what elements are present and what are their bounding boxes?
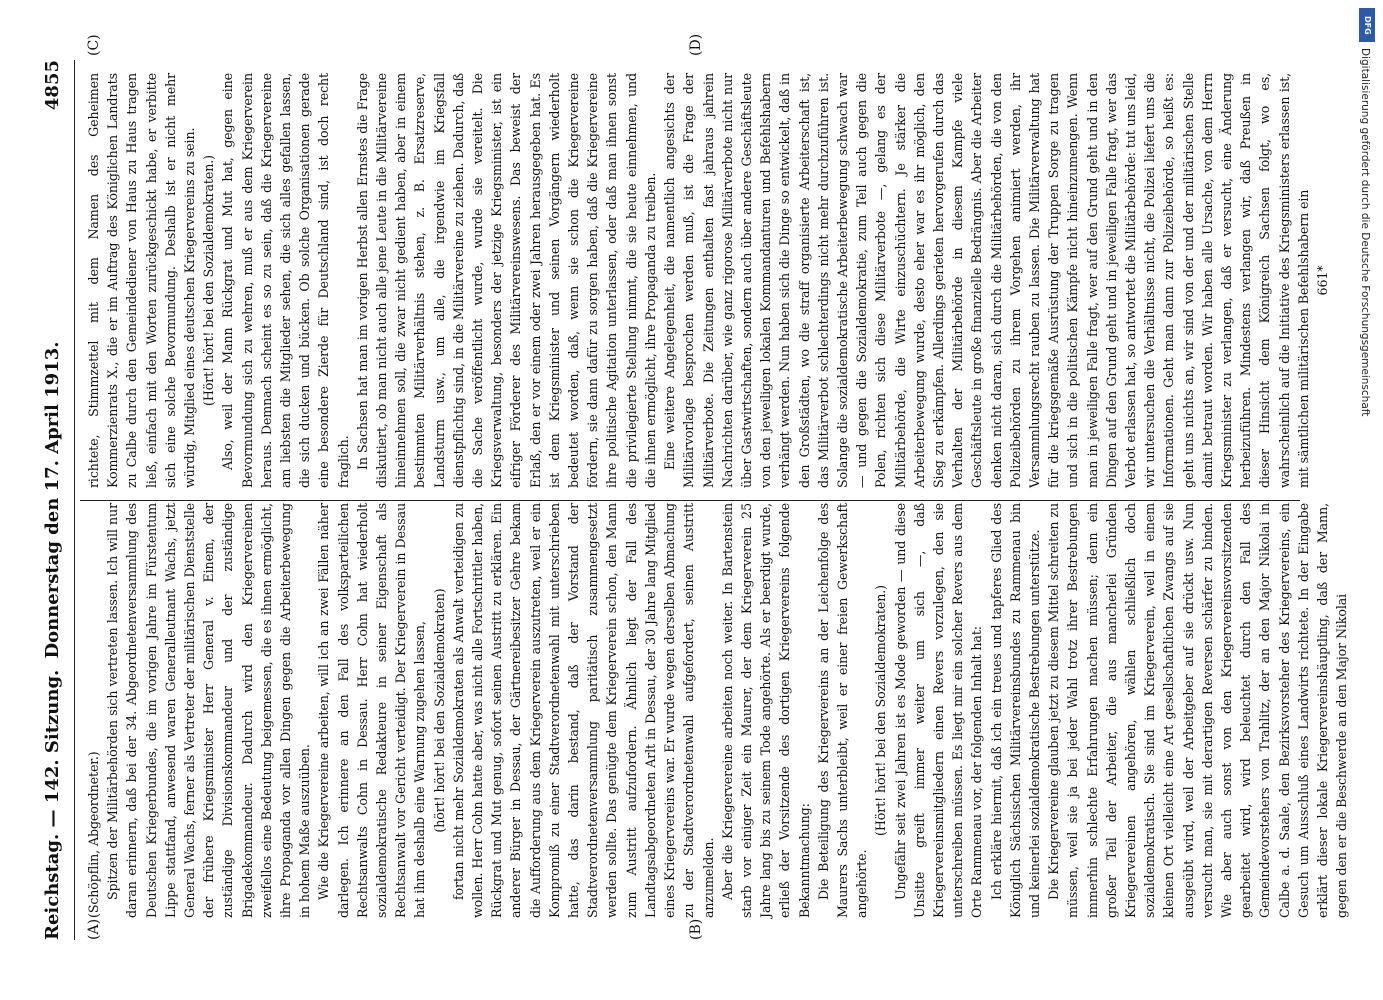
dfg-logo: DFG [1359, 8, 1375, 42]
column-rule [80, 500, 1300, 501]
margin-marker-c: (C) [86, 34, 102, 56]
right-column [84, 73, 1330, 488]
paragraph: (Hört! hört! bei den Sozialdemokraten.) [201, 155, 217, 406]
paragraph: Eine weitere Angelegenheit, die namentlich angesichts der Militärvorlage besprochen werden muß, ist die Frage der Militärverbote. Die Zeitungen enthalten fast jahraus jahrein Nachrichten darüber, wie ganz rigorose Militärverbote nicht nur über Gastwirtschaften, sondern auch über andere Geschäftsleute von den jeweiligen lokalen Kommandanturen und Befehlshabern verhängt werden. Nun haben sich die Dinge so entwickelt, daß in den Großstädten, wo die straff organisierte Arbeiterschaft ist, das Militärverbot schlechterdings nicht mehr durchzuführen ist. Solange die sozialdemokratische Arbeiterbewegung schwach war — und gegen die Sozialdemokratie, zum Teil auch gegen die Polen, richten sich diese Militärverbote —, gelang es der Militärbehörde, die Wirte einzuschüchtern. Je stärker die Arbeiterbewegung wurde, desto eher war es ihr möglich, den Sieg zu erkämpfen. Allerdings gerieten hervorgerufen durch das Verhalten der Militärbehörde in diesem Kampfe viele Geschäftsleute in große finanzielle Bedrängnis. Aber die Arbeiter denken nicht daran, sich durch die Militärbehörden, die von den Polizeibehörden zu ihrem Vorgehen animiert werden, ihr Versammlungsrecht rauben zu lassen. Die Militärverwaltung hat für die kriegsgemäße Ausrüstung der Truppen Sorge zu tragen und sich in die politischen Kämpfe nicht hineinzumengen. Wenn man in jeweiligen Falle fragt, wer auf den Grund geht und in den Dingen auf den Grund geht und in jeweiligen Falle fragt, wer das Verbot erlassen hat, so antwortet die Militärbehörde: tut uns leid, wir untersuchen die Verhältnisse nicht, die Polizei liefert uns die Informationen. Geht man dann zur Polizeibehörde, so heißt es: geht uns nichts an, wir sind von der und der militärischen Stelle damit betraut worden. Wir haben alle Ursache, von dem Herrn Kriegsminister zu verlangen, daß er versucht, eine Änderung herbeizuführen. Mindestens verlangen wir, daß Preußen in dieser Hinsicht dem Königreich Sachsen folgt, wo es, wahrscheinlich auf die Initiative des Kriegsministers erlassen ist, mit sämtlichen militärischen Befehlshabern ein [662, 73, 1311, 488]
paragraph: (Schöpflin, Abgeordneter.) [86, 751, 101, 918]
digitization-note [1357, 8, 1379, 708]
paragraph: In Sachsen hat man im vorigen Herbst allen Ernstes die Frage diskutiert, ob man nicht auch alle jene Leute in die Militärvereine hineinnehmen soll, die zwar nicht gedient haben, aber in einem bestimmten Militärverhältnis stehen, z. B. Ersatzreserve, Landsturm usw., um alle, die irgendwie im Kriegsfall dienstpflichtig sind, in die Militärvereine zu ziehen. Dadurch, daß die Sache veröffentlicht wurde, wurde sie vereitelt. Die Kriegsverwaltung, besonders der jetzige Kriegsminister, ist ein eifriger Förderer des Militärvereinswesens. Das beweist der Erlaß, den er vor einem oder zwei Jahren herausgegeben hat. Es ist dem Kriegsminister und seinen Vorgängern wiederholt bedeutet worden, daß, wenn sie schon die Kriegervereine fördern, sie dann dafür zu sorgen haben, daß die Kriegervereine ihre politische Agitation unterlassen, oder daß man ihnen sonst die privilegierte Stellung nimmt, die sie heute einnehmen, und die ihnen ermöglicht, ihre Propaganda zu treiben. [354, 73, 658, 488]
header-left: Reichstag. — 142. Sitzung. [42, 669, 63, 940]
digitization-text: Digitalisierung gefördert durch die Deutsche Forschungsgemeinschaft [1359, 48, 1371, 417]
margin-marker-b: (B) [688, 918, 704, 940]
paragraph: Wie die Kriegervereine arbeiten, will ich an zwei Fällen näher darlegen. Ich erinnere an den Fall des volksparteilichen Rechtsanwalts Cohn in Dessau. Herr Cohn hat wiederholt sozialdemokratische Redakteure in seiner Eigenschaft als Rechtsanwalt vor Gericht verteidigt. Der Kriegerverein in Dessau hat ihm deshalb eine Warnung zugehen lassen, [316, 503, 428, 918]
paragraph: Ich erkläre hiermit, daß ich ein treues und tapferes Glied des Königlich Sächsischen Militärvereinsbundes zu Rammenau bin und keinerlei sozialdemokratische Bestrebungen unterstütze. [988, 503, 1042, 918]
paragraph: Die Beteiligung des Kriegervereins an der Leichenfolge des Maurers Sachs unterbleibt, weil er einer freien Gewerkschaft angehörte. [815, 503, 870, 918]
header-rule [74, 60, 75, 940]
paragraph: fortan nicht mehr Sozialdemokraten als Anwalt verteidigen zu wollen. Herr Cohn hatte aber, was nicht alle Fortschrittler haben, Rückgrat und Mut genug, sofort seinen Austritt zu erklären. Ein anderer Bürger in Dessau, der Gärtnereibesitzer Gehre bekam die Aufforderung aus dem Kriegerverein auszutreten, weil er ein Kompromiß zu einer Stadtverordnetenwahl mit unterschrieben hatte, das darin bestand, daß der Vorstand der Stadtverordnetenversammlung paritätisch zusammengesetzt werden sollte. Das genügte dem Kriegerverein schon, den Mann zum Austritt aufzufordern. Ähnlich liegt der Fall des Landtagsabgeordneten Arlt in Dessau, der 30 Jahre lang Mitglied eines Kriegervereins war. Er wurde wegen derselben Abmachung zu der Stadtverordnetenwahl aufgefordert, seinen Austritt anzumelden. [450, 503, 716, 918]
paragraph: Aber die Kriegervereine arbeiten noch weiter. In Bartenstein starb vor einiger Zeit ein Maurer, der dem Kriegerverein 25 Jahre lang bis zu seinem Tode angehörte. Als er beerdigt wurde, erließ der Vorsitzende des dortigen Kriegervereins folgende Bekanntmachung: [719, 503, 812, 918]
header-date: Donnerstag den 17. April 1913. [42, 341, 63, 659]
paragraph: 661* [1315, 265, 1330, 296]
left-column [84, 503, 1350, 918]
paragraph: Die Kriegervereine glauben jetzt zu diesem Mittel schreiten zu müssen, weil sie ja bei jeder Wahl trotz ihrer Bestrebungen immerhin schlechte Erfahrungen machen müssen; denn ein großer Teil der Arbeiter, die aus mancherlei Gründen Kriegervereinen angehören, wählen schließlich doch sozialdemokratisch. Sie sind im Kriegerverein, weil in einem kleinen Ort vielleicht eine Art gesellschaftlichen Zwangs auf sie ausgeübt wird, weil der Arbeitgeber auf sie drückt usw. Nun versucht man, sie mit derartigen Reversen schärfer zu binden. Wie aber auch sonst von den Kriegervereinsvorsitzenden gearbeitet wird, wird beleuchtet durch den Fall des Gemeindevorstehers von Trahlitz, der an den Major Nikolai in Calbe a. d. Saale, den Bezirksvorsteher des Kriegervereins, ein Gesuch um Ausschluß eines Landwirts richtete. In der Eingabe erklärt dieser lokale Kriegervereinshäuptling, daß der Mann, gegen den er die Beschwerde an den Major Nikolai [1046, 503, 1350, 918]
paragraph: Ungefähr seit zwei Jahren ist es Mode geworden — und diese Unsitte greift immer weiter um sich —, daß Kriegervereinsmitgliedern einen Revers vorzulegen, den sie unterschreiben müssen. Es liegt mir ein solcher Revers aus dem Orte Rammenau vor, der folgenden Inhalt hat: [892, 503, 985, 918]
page-number: 4855 [42, 60, 63, 111]
page-header [42, 60, 72, 940]
paragraph: richtete, Stimmzettel mit dem Namen des Geheimen Kommerzienrats X., die er im Auftrag des Königlichen Landrats zu Calbe durch den Gemeindediener von Haus zu Haus tragen ließ, einfach mit den Worten zurückgeschickt habe, er verbitte sich eine solche Bevormundung. Deshalb ist er nicht mehr würdig, Mitglied eines deutschen Kriegervereins zu sein. [86, 73, 198, 488]
paragraph: (hört! hört! bei den Sozialdemokraten) [431, 588, 447, 833]
margin-marker-d: (D) [688, 33, 704, 56]
paragraph: Spitzen der Militärbehörden sich vertreten lassen. Ich will nur daran erinnern, daß bei der 34. Abgeordnetenversammlung des Deutschen Kriegerbundes, die im vorigen Jahre im Fürstentum Lippe stattfand, anwesend waren Generalleutnant Wachs, jetzt General Wachs, ferner als Vertreter der militärischen Dienststelle der frühere Kriegsminister Herr General v. Einem, der zuständige Divisionskommandeur und der zuständige Brigadekommandeur. Dadurch wird den Kriegervereinen zweifellos eine Bedeutung beigemessen, die es ihnen ermöglicht, ihre Propaganda vor allen Dingen gegen die Arbeiterbewegung in hohem Maße auszuüben. [105, 503, 313, 918]
paragraph: Also, weil der Mann Rückgrat und Mut hat, gegen eine Bevormundung sich zu wehren, muß er aus dem Kriegerverein heraus. Demnach scheint es so zu sein, daß die Kriegervereine am liebsten die Mitglieder sehen, die sich alles gefallen lassen, die sich ducken und bücken. Ob solche Organisationen gerade eine besondere Zierde für Deutschland sind, ist doch recht fraglich. [220, 73, 351, 488]
paragraph: (Hört! hört! bei den Sozialdemokraten.) [873, 585, 889, 836]
margin-marker-a: (A) [86, 918, 102, 940]
